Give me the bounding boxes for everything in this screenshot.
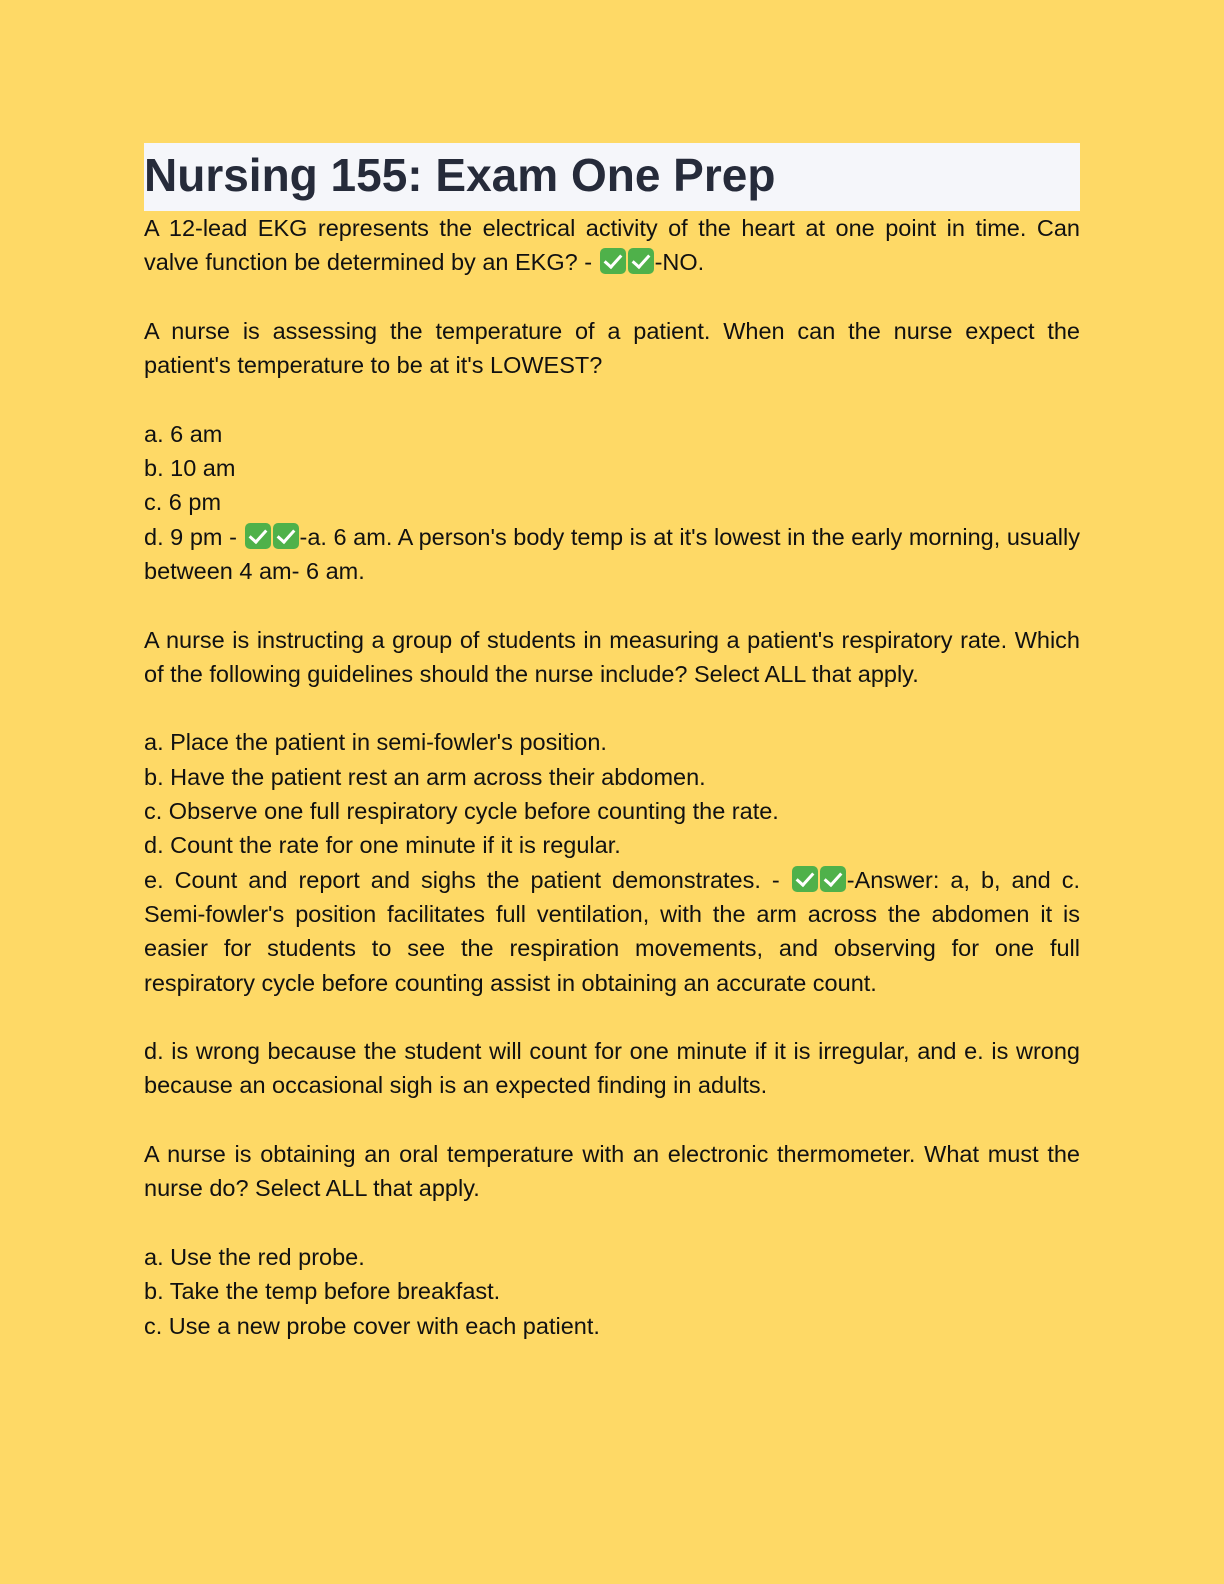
paragraph-spacer <box>144 382 1080 416</box>
question-2-text: A nurse is assessing the temperature of a patient. When can the nurse expect the patient's temperature to be at it's LOWEST? <box>144 317 1080 379</box>
question-3-option-a: a. Place the patient in semi-fowler's position. <box>144 729 607 756</box>
question-4-option-c: c. Use a new probe cover with each patient. <box>144 1312 600 1339</box>
question-3-option-e: e. Count and report and sighs the patient demonstrates. - <box>144 866 780 893</box>
page-title: Nursing 155: Exam One Prep <box>144 149 776 201</box>
question-3-option-b: b. Have the patient rest an arm across their abdomen. <box>144 763 706 790</box>
question-1-answer: -NO. <box>654 249 705 276</box>
question-3-explanation: d. is wrong because the student will count for one minute if it is irregular, and e. is wrong because an occasional sigh is an expected finding in adults. <box>144 1038 1080 1099</box>
paragraph-spacer <box>144 280 1080 314</box>
check-mark-button-icon <box>628 248 654 274</box>
question-3-option-e-answer <box>144 863 1080 1000</box>
question-3-option-c: c. Observe one full respiratory cycle before counting the rate. <box>144 798 779 825</box>
document-body <box>144 211 1080 1343</box>
question-2-option-d-answer <box>144 520 1080 589</box>
question-2-answer: -a. 6 am. A person's body temp is at it's lowest in the early morning, usually between 4 am- 6 am. <box>144 523 1080 584</box>
question-3-text: A nurse is instructing a group of students in measuring a patient's respiratory rate. Which of the following guidelines should the nurse include? Select ALL that apply. <box>144 626 1080 687</box>
check-mark-button-icon <box>600 248 626 274</box>
question-1-text: A 12-lead EKG represents the electrical activity of the heart at one point in time. Can valve function be determined by an EKG? - <box>144 215 1080 276</box>
question-2-option-c: c. 6 pm <box>144 489 222 516</box>
check-mark-button-icon <box>792 866 818 892</box>
question-3-option-d: d. Count the rate for one minute if it is regular. <box>144 832 621 859</box>
check-mark-button-icon <box>245 523 271 549</box>
paragraph-spacer <box>144 1000 1080 1034</box>
question-2-option-d: d. 9 pm - <box>144 523 237 550</box>
paragraph-spacer <box>144 1206 1080 1240</box>
question-4-text: A nurse is obtaining an oral temperature with an electronic thermometer. What must the nurse do? Select ALL that apply. <box>144 1141 1080 1202</box>
question-1 <box>144 211 1080 280</box>
document-page <box>144 143 1080 1343</box>
question-3-answer: -Answer: a, b, and c. Semi-fowler's position facilitates full ventilation, with the arm across the abdomen it is easier for students to see the respiration movements, and observing for one full respiratory cycle before counting assist in obtaining an accurate count. <box>144 866 1080 996</box>
paragraph-spacer <box>144 1103 1080 1137</box>
paragraph-spacer <box>144 691 1080 725</box>
question-4-option-a: a. Use the red probe. <box>144 1243 365 1270</box>
question-2-option-a: a. 6 am <box>144 420 223 447</box>
check-mark-button-icon <box>820 866 846 892</box>
question-4-option-b: b. Take the temp before breakfast. <box>144 1278 501 1305</box>
check-mark-button-icon <box>273 523 299 549</box>
paragraph-spacer <box>144 588 1080 622</box>
title-band <box>144 143 1080 211</box>
question-2-option-b: b. 10 am <box>144 455 236 482</box>
